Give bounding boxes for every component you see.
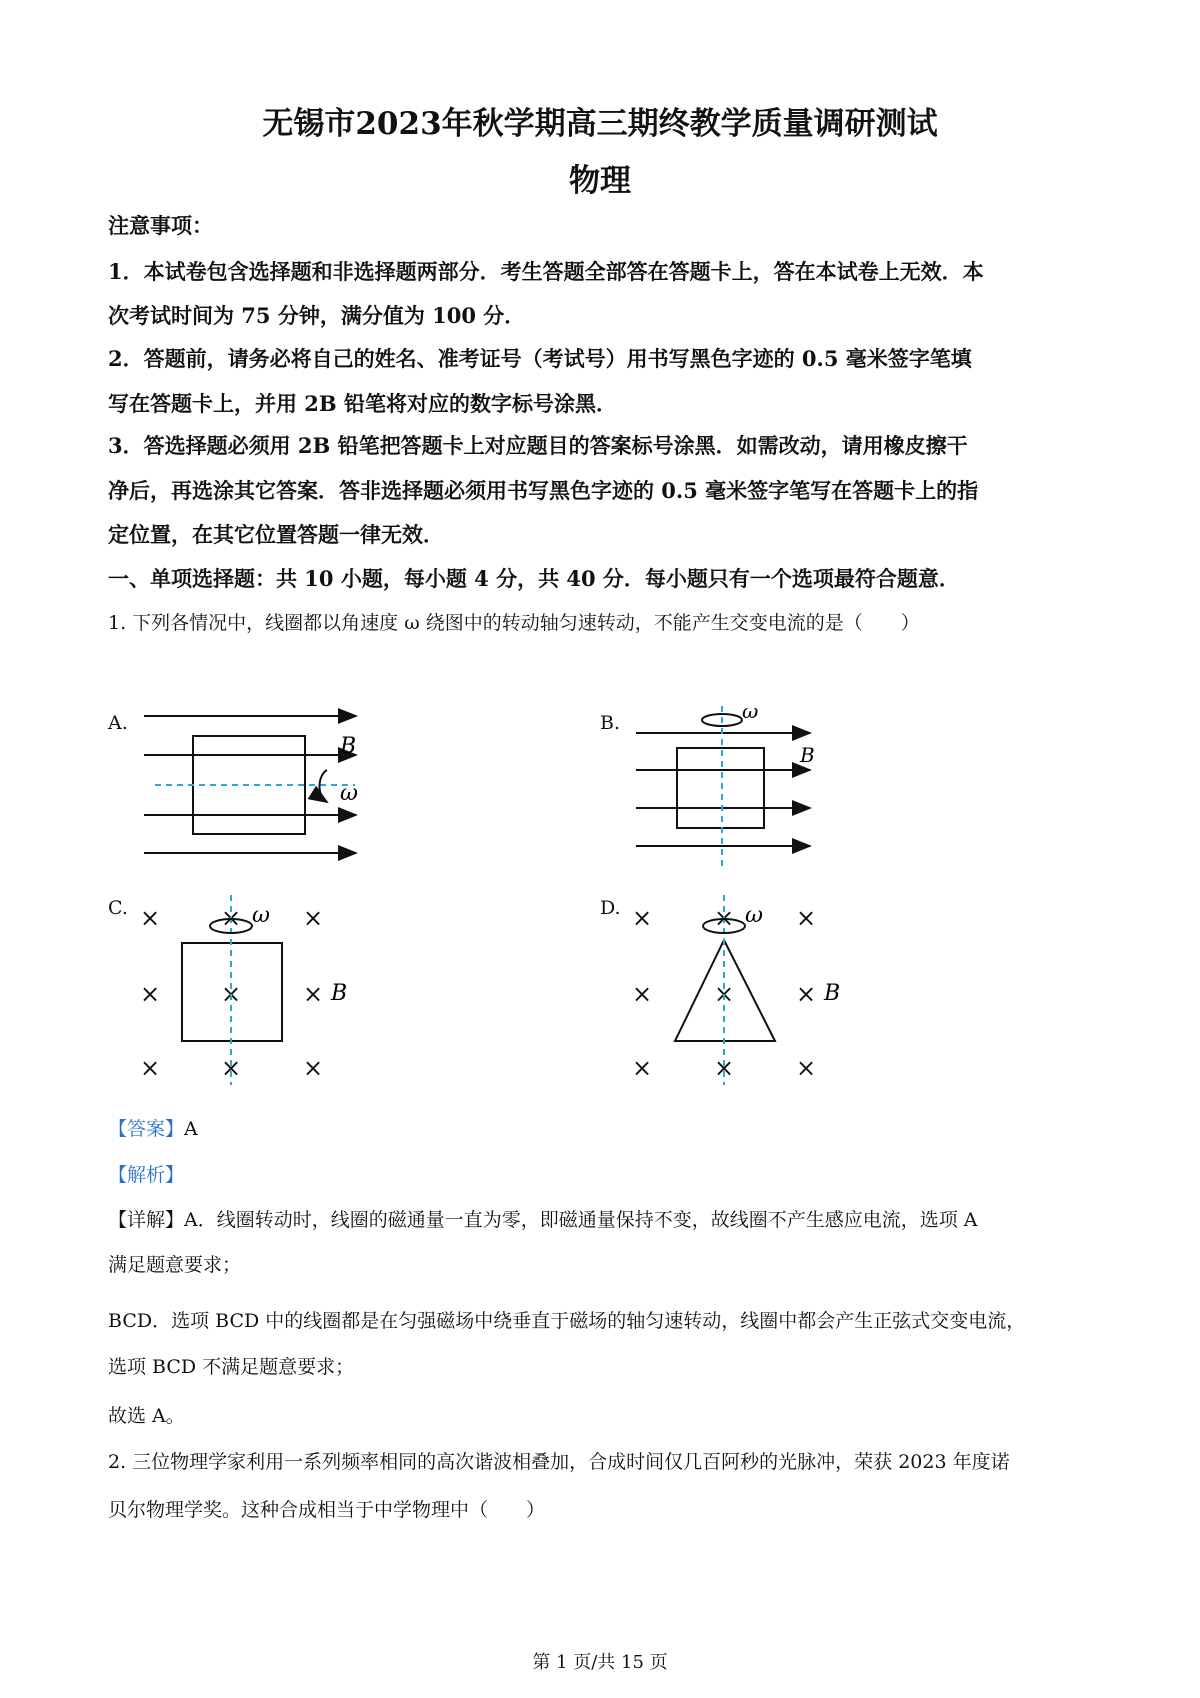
- notice-line: 3．答选择题必须用 2B 铅笔把答题卡上对应题目的答案标号涂黑．如需改动，请用橡皮擦干: [108, 433, 968, 458]
- option-b-label: B.: [600, 712, 621, 734]
- notice-line: 写在答题卡上，并用 2B 铅笔将对应的数字标号涂黑．: [108, 391, 617, 416]
- field-cross: ×: [796, 980, 817, 1008]
- notice-line: 2．答题前，请务必将自己的姓名、准考证号（考试号）用书写黑色字迹的 0.5 毫米签字笔填: [108, 346, 972, 371]
- omega-label: ω: [340, 781, 358, 806]
- question-2-line: 2. 三位物理学家利用一系列频率相同的高次谐波相叠加，合成时间仅几百阿秒的光脉冲，荣获 2023 年度诺: [108, 1451, 1010, 1473]
- figure-a: [144, 716, 358, 853]
- figure-d: [632, 895, 840, 1085]
- field-cross: ×: [140, 980, 161, 1008]
- field-cross: ×: [796, 1054, 817, 1082]
- answer-tag: 【答案】: [108, 1118, 185, 1140]
- option-d-label: D.: [600, 897, 621, 919]
- page-footer: 第 1 页/共 15 页: [532, 1652, 668, 1673]
- option-a-label: A.: [108, 712, 128, 734]
- omega-label: ω: [745, 903, 763, 928]
- notice-line: 净后，再选涂其它答案．答非选择题必须用书写黑色字迹的 0.5 毫米签字笔写在答题卡上的指: [108, 478, 979, 503]
- analysis-tag: 【解析】: [108, 1164, 185, 1186]
- b-field-label: B: [824, 981, 841, 1006]
- field-cross: ×: [303, 980, 324, 1008]
- b-field-label: B: [800, 743, 815, 767]
- b-field-label: B: [340, 734, 357, 759]
- subject-title: 物理: [569, 163, 631, 199]
- omega-label: ω: [742, 699, 759, 723]
- question-2-line: 贝尔物理学奖。这种合成相当于中学物理中（ ）: [108, 1499, 546, 1521]
- b-field-label: B: [331, 981, 348, 1006]
- field-cross: ×: [714, 904, 735, 932]
- notice-heading: 注意事项：: [108, 213, 213, 238]
- detail-line: 【详解】A．线圈转动时，线圈的磁通量一直为零，即磁通量保持不变，故线圈不产生感应电流，选项 A: [108, 1209, 978, 1231]
- omega-label: ω: [252, 903, 270, 928]
- field-cross: ×: [221, 904, 242, 932]
- detail-line: 选项 BCD 不满足题意要求；: [108, 1356, 355, 1378]
- answer-line: [108, 1114, 198, 1141]
- field-cross: ×: [221, 980, 242, 1008]
- notice-line: 次考试时间为 75 分钟，满分值为 100 分．: [108, 303, 526, 328]
- detail-line: 故选 A。: [108, 1405, 185, 1427]
- figure-b: [636, 699, 815, 870]
- page-title: 无锡市2023年秋学期高三期终教学质量调研测试: [262, 106, 938, 142]
- option-c-label: C.: [108, 897, 128, 919]
- field-cross: ×: [632, 1054, 653, 1082]
- field-cross: ×: [140, 1054, 161, 1082]
- question-1-stem: 1. 下列各情况中，线圈都以角速度 ω 绕图中的转动轴匀速转动，不能产生交变电流的是（ ）: [108, 612, 920, 634]
- field-cross: ×: [632, 904, 653, 932]
- section-heading: 一、单项选择题：共 10 小题，每小题 4 分，共 40 分．每小题只有一个选项最符合题意．: [108, 566, 960, 591]
- field-cross: ×: [140, 904, 161, 932]
- field-cross: ×: [221, 1054, 242, 1082]
- field-cross: ×: [303, 904, 324, 932]
- field-cross: ×: [303, 1054, 324, 1082]
- figure-c: [140, 895, 347, 1085]
- answer-value: A: [184, 1118, 198, 1140]
- detail-line: 满足题意要求；: [108, 1254, 242, 1276]
- field-cross: ×: [796, 904, 817, 932]
- detail-line: BCD．选项 BCD 中的线圈都是在匀强磁场中绕垂直于磁场的轴匀速转动，线圈中都会产生正弦式交变电流，: [108, 1310, 1026, 1332]
- field-cross: ×: [632, 980, 653, 1008]
- field-cross: ×: [714, 980, 735, 1008]
- notice-line: 1．本试卷包含选择题和非选择题两部分．考生答题全部答在答题卡上，答在本试卷上无效．本: [108, 259, 984, 284]
- notice-line: 定位置，在其它位置答题一律无效．: [108, 522, 444, 547]
- field-cross: ×: [714, 1054, 735, 1082]
